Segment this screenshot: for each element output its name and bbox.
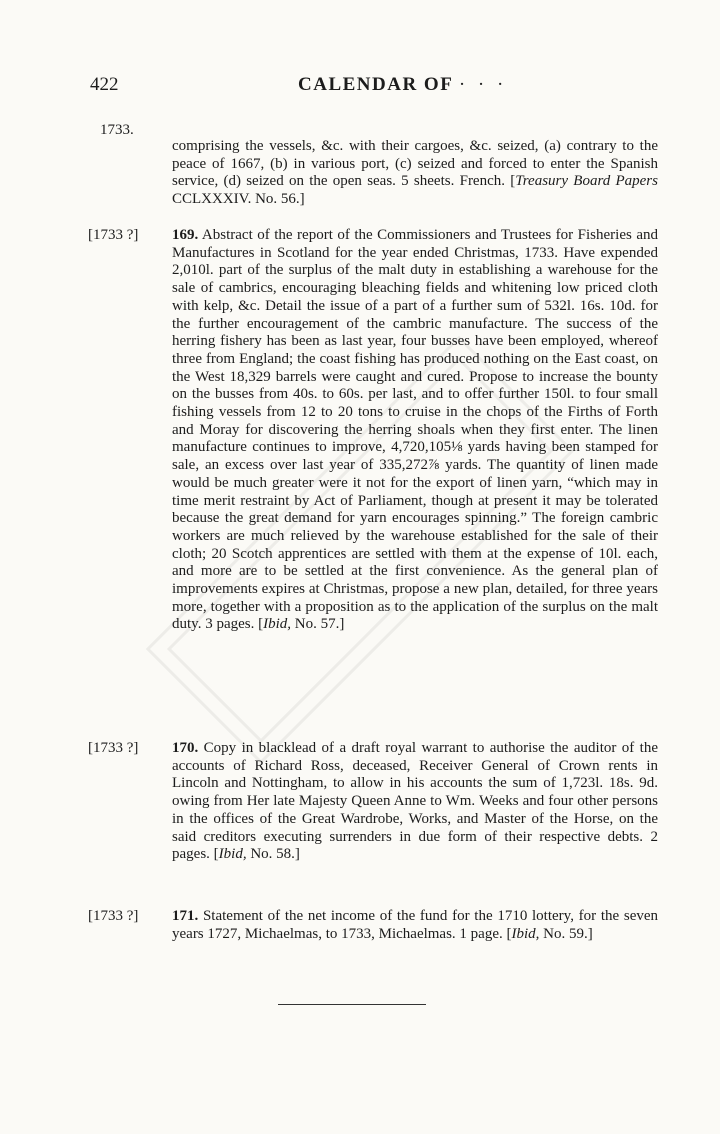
entry-text: Copy in blacklead of a draft royal warrant to authorise the auditor of the accounts of Richard Ross, deceased, Receiver General of Crown rents in Lincoln and Nottingham, to allow in his accounts the sum of 1,723l. 18s. 9d. owing from Her late Majesty Queen Anne to Wm. Weeks and four other persons in the offices of the Great Wardrobe, Works, and Master of the Horse, on the said creditors executing surrenders in due form of their respective debts. 2 pages.: [172, 740, 658, 863]
entry-text: Abstract of the report of the Commissioners and Trustees for Fisheries and Manufactures in Scotland for the year ended Christmas, 1733. Have expended 2,010l. part of the surplus of the malt duty in establishing a warehouse for the sale of cambrics, encouraging bleaching fields and whitening low priced cloth with kelp, &c. Detail the issue of a part of a further sum of 532l. 16s. 10d. for the further encouragement of the cambric manufacture. The success of the herring fishery has been as last year, four busses have been employed, whereof three from England; the coast fishing has produced nothing on the East coast, on the West 18,329 barrels were caught and cured. Propose to increase the bounty on the busses from 40s. to 60s. per last, and to offer further 150l. to four small fishing vessels from 12 to 20 tons to cruise in the chops of the Firths of Forth and Moray for discovering the herring shoals when they first enter. The linen manufacture continues to improve, 4,720,105⅛ yards having been stamped for sale, an excess over last year of 335,272⅞ yards. The quantity of linen made would be much greater were it not for the export of linen yarn, “which may in time merit restraint by Act of Parliament, though at present it may be tolerated because the great demand for yarn encourages spinning.” The foreign cambric workers are much relieved by the warehouse established for the sale of their cloth; 20 Scotch apprentices are settled with them at the expense of 10l. each, and more are to be settled at the first convenience. As the general plan of improvements expires at Christmas, propose a new plan, detailed, for three years more, together with a proposition as to the application of the surplus on the malt duty. 3 pages.: [172, 227, 658, 633]
entry-text: Statement of the net income of the fund for the 1710 lottery, for the seven years 1727, Michaelmas, to 1733, Michaelmas. 1 page.: [172, 908, 659, 942]
entry-citation: Ibid, No. 59.: [511, 925, 588, 942]
running-title: CALENDAR OF · · ·: [298, 74, 508, 95]
entry-citation: Ibid, No. 58.: [218, 846, 295, 863]
entry-number: 170.: [172, 740, 199, 756]
entry-body: 169. Abstract of the report of the Commissioners and Trustees for Fisheries and Manufactures in Scotland for the year ended Christmas, 1733. Have expended 2,010l. part of the surplus of the malt duty in establishing a warehouse for the sale of cambrics, encouraging bleaching fields and whitening low priced cloth with kelp, &c. Detail the issue of a part of a further sum of 532l. 16s. 10d. for the further encouragement of the cambric manufacture. The success of the herring fishery has been as last year, four busses have been employed, whereof three from England; the coast fishing has produced nothing on the East coast, on the West 18,329 barrels were caught and cured. Propose to increase the bounty on the busses from 40s. to 60s. per last, and to offer further 150l. to four small fishing vessels from 12 to 20 tons to cruise in the chops of the Firths of Forth and Moray for discovering the herring shoals when they first enter. The linen manufacture continues to improve, 4,720,105⅛ yards having been stamped for sale, an excess over last year of 335,272⅞ yards. The quantity of linen made would be much greater were it not for the export of linen yarn, “which may in time merit restraint by Act of Parliament, though at present it may be tolerated because the great demand for yarn encourages spinning.” The foreign cambric workers are much relieved by the warehouse established for the sale of their cloth; 20 Scotch apprentices are settled with them at the expense of 10l. each, and more are to be settled at the first convenience. As the general plan of improvements expires at Christmas, propose a new plan, detailed, for three years more, together with a proposition as to the application of the surplus on the malt duty. 3 pages. [Ibid, No. 57.]: [172, 227, 658, 633]
running-head: [0, 74, 720, 100]
footer-rule: [278, 1004, 426, 1005]
continuation-citation: Treasury Board Papers CCLXXXIV. No. 56.: [172, 173, 658, 208]
entry-number: 169.: [172, 227, 199, 243]
continuation-body: comprising the vessels, &c. with their cargoes, &c. seized, (a) contrary to the peace of 1667, (b) in various port, (c) seized and forced to enter the Spanish service, (d) seized on the open seas. 5 sheets. French. [Treasury Board Papers CCLXXXIV. No. 56.]: [172, 138, 658, 208]
entry-date: [1733 ?]: [88, 740, 139, 756]
entry-body: 171. Statement of the net income of the fund for the 1710 lottery, for the seven years 1727, Michaelmas, to 1733, Michaelmas. 1 page. [Ibid, No. 59.]: [172, 908, 659, 942]
year-marker: 1733.: [100, 122, 134, 138]
continuation-text: comprising the vessels, &c. with their cargoes, &c. seized, (a) contrary to the peace of 1667, (b) in various port, (c) seized and forced to enter the Spanish service, (d) seized on the open seas. 5 sheets. French.: [172, 138, 658, 190]
entry-citation: Ibid, No. 57.: [263, 616, 340, 633]
entry-date: [1733 ?]: [88, 227, 139, 243]
page-number: 422: [90, 74, 119, 95]
entry-date: [1733 ?]: [88, 908, 139, 924]
entry-body: 170. Copy in blacklead of a draft royal warrant to authorise the auditor of the accounts of Richard Ross, deceased, Receiver General of Crown rents in Lincoln and Nottingham, to allow in his accounts the sum of 1,723l. 18s. 9d. owing from Her late Majesty Queen Anne to Wm. Weeks and four other persons in the offices of the Great Wardrobe, Works, and Master of the Horse, on the said creditors executing surrenders in due form of their respective debts. 2 pages. [Ibid, No. 58.]: [172, 740, 658, 863]
entry-number: 171.: [172, 908, 199, 924]
